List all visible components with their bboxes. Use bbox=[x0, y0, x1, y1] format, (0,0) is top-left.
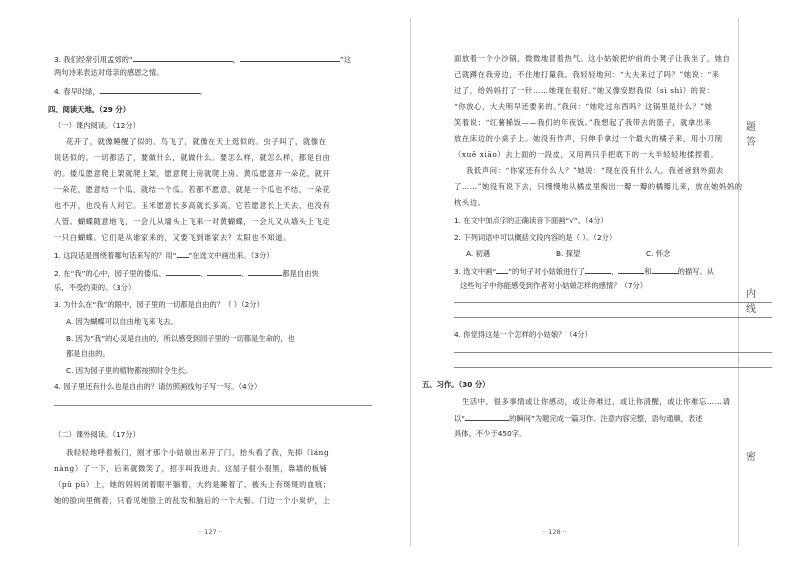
answer-blank[interactable] bbox=[248, 268, 282, 276]
underline-sample bbox=[496, 266, 508, 274]
option-b[interactable]: B. 探望 bbox=[556, 249, 581, 258]
subsection-2-heading: （二）课外阅读。（17分） bbox=[54, 430, 140, 439]
composition-prompt: 以“ 的瞬间”为题完成一篇习作。注意内容完整，语句通顺，表述 bbox=[454, 414, 703, 423]
passage-2-line: 笑着说：“红薯稀饭——我们的年夜饭。”我想起了我带去的篮子，就拿出来 bbox=[454, 118, 712, 127]
margin-char: 题 bbox=[746, 122, 756, 133]
question-3-recite-cont: 两句诗来表达对母亲的感恩之情。 bbox=[54, 68, 164, 77]
passage-1-line: 说话似的。一切都活了，要做什么，就做什么。要怎么样，就怎么样，都是自由 bbox=[54, 153, 331, 162]
passage-1-line: 一只白蝴蝶。它们是从谁家来的，又要飞到谁家去？太阳也不知道。 bbox=[54, 233, 291, 242]
question-4: 4. 园子里还有什么也是自由的？请仿照画线句子写一写。（4分） bbox=[54, 382, 262, 391]
option-b[interactable]: B. 因为“我”的心灵是自由的，所以感受到园子里的一切都是生命的，也 bbox=[66, 334, 295, 343]
question-4: 4. 你觉得这是一个怎样的小姑娘？（4分） bbox=[454, 330, 592, 339]
answer-blank[interactable] bbox=[652, 266, 678, 274]
question-3: 3. 选文中画“ ”的句子对小姑娘进行了 、 和 的描写。从 bbox=[454, 267, 715, 276]
binding-line bbox=[738, 18, 739, 546]
margin-char: 内 bbox=[746, 289, 756, 300]
question-2-cont: 乐，不受约束的。（3分） bbox=[54, 283, 136, 292]
margin-char: 答 bbox=[746, 137, 756, 148]
page-number: ·· 128 ·· bbox=[542, 528, 567, 536]
passage-1-line: 花开了，就像睡醒了似的。鸟飞了，就像在天上逛似的。虫子叫了，就像在 bbox=[66, 137, 327, 146]
passage-2-line: （xuē xiāo）去上面的一段皮，又用两只手把底下的一大半轻轻地揉捏着。 bbox=[454, 150, 719, 159]
section-5-heading: 五、习作。（30 分） bbox=[422, 380, 490, 389]
answer-blank[interactable] bbox=[618, 266, 644, 274]
answer-blank[interactable] bbox=[585, 266, 611, 274]
option-c[interactable]: C. 怀念 bbox=[646, 249, 671, 258]
question-3-recite: 3. 我们经常引用孟郊的“ ， ”这 bbox=[54, 55, 352, 64]
passage-2-line: 我轻轻地呼着板门，刚才那个小姑娘出来开了门，抬头看了我，先抑（láng bbox=[66, 448, 330, 457]
passage-2-line: 我低声问：“你家还有什么人？”她说：“现在没有什么人，我爸爸到外面去 bbox=[466, 166, 724, 175]
question-1: 1. 这段话是围绕着哪句话来写的？用“ ”在选文中画出来。（3分） bbox=[54, 251, 274, 260]
question-4-fill: 4. 春早时绿， 。 bbox=[54, 87, 208, 96]
answer-blank[interactable] bbox=[133, 54, 233, 62]
passage-1-line: 也不开，也没有人问它。玉米愿意长多高就长多高，它若愿意长上天去，也没有 bbox=[54, 201, 331, 210]
section-4-heading: 四、阅读天地。（29 分） bbox=[48, 105, 131, 114]
passage-1-line: 一朵花，愿意结一个瓜，就结一个瓜。若都不愿意，就是一个瓜也不结，一朵花 bbox=[54, 185, 331, 194]
margin-char: 密 bbox=[746, 452, 756, 463]
page-divider bbox=[410, 18, 411, 546]
answer-blank[interactable] bbox=[100, 86, 200, 94]
question-3: 3. 为什么在“我”的眼中，园子里的一切都是自由的？（ ）（2分） bbox=[54, 300, 264, 309]
answer-blank[interactable] bbox=[207, 268, 241, 276]
composition-prompt: 具体。不少于450字。 bbox=[454, 429, 527, 438]
answer-blank[interactable] bbox=[240, 54, 340, 62]
option-a[interactable]: A. 初遇 bbox=[466, 249, 491, 258]
question-1: 1. 在文中加点字的正确读音下面画“√”。（4分） bbox=[454, 216, 608, 225]
option-b-cont: 都是自由的。 bbox=[66, 349, 110, 358]
question-2: 2. 下列词语中可以概括文段内容的是（ ）。（2分） bbox=[454, 233, 617, 242]
option-a[interactable]: A. 因为蝴蝶可以自由地飞来飞去。 bbox=[66, 317, 178, 326]
question-2: 2. 在“我”的心中，园子里的倭瓜、 、 、 都是自由快 bbox=[54, 269, 319, 278]
underline-sample bbox=[177, 250, 189, 258]
answer-line[interactable] bbox=[454, 367, 772, 368]
subsection-1-heading: （一）课内阅读。（12分） bbox=[54, 121, 140, 130]
passage-2-line: 了……”她没有说下去，只慢慢地从橘皮里掏出一瓣一瓣的橘瓣儿来，放在她妈妈的 bbox=[454, 182, 743, 191]
passage-1-line: 的。倭瓜愿意爬上架就爬上架，愿意爬上房就爬上房。黄瓜愿意开一朵花，就开 bbox=[54, 169, 331, 178]
passage-2-line: “你放心，大夫明早还要来的。”我问：“她吃过东西吗？这锅里是什么？”她 bbox=[454, 102, 713, 111]
passage-2-line: （pū pù）上，她的妈妈闭着眼平躺着，大约是睡着了，被头上有斑斑的血痕； bbox=[54, 480, 331, 489]
answer-line[interactable] bbox=[454, 302, 772, 303]
answer-line[interactable] bbox=[454, 352, 772, 353]
margin-char: 线 bbox=[746, 304, 756, 315]
passage-1-line: 人管。蝴蝶随意地飞，一会儿从墙头上飞来一对黄蝴蝶，一会儿又从墙头上飞走 bbox=[54, 217, 331, 226]
option-c[interactable]: C. 因为园子里的植物都按照时令生长。 bbox=[66, 366, 193, 375]
passage-2-line: 面放着一个小沙锅，微微地冒着热气。这小姑娘把炉前的小凳子让我坐了，她自 bbox=[454, 54, 731, 63]
passage-2-line: nàng）了一下，后来就微笑了，招手叫我进去。这屋子很小很黑，靠墙的板铺 bbox=[54, 464, 328, 473]
passage-2-line: 她的脸向里侧着，只看见她脸上的乱发和脑后的一个大髻。门边一个小炭炉，上 bbox=[54, 496, 331, 505]
question-3-cont: 这些句子中你能感受到作者对小姑娘怎样的感情？（7分） bbox=[460, 281, 648, 290]
answer-line[interactable] bbox=[454, 317, 772, 318]
title-blank[interactable] bbox=[465, 413, 509, 421]
passage-2-line: 枕头边。 bbox=[454, 198, 486, 207]
composition-prompt: 生活中，很多事情或让你感动，或让你难过，或让你清醒，或让你难忘……请 bbox=[462, 397, 731, 406]
page-number: ·· 127 ·· bbox=[198, 528, 223, 536]
passage-2-line: 过了，给妈妈打了一针……她现在很好。”她又像安慰我似（sì shì）的说： bbox=[454, 86, 715, 95]
passage-2-line: 己就蹲在我旁边，不住地打量我。我轻轻地问：“大夫来过了吗？”她说：“来 bbox=[454, 70, 720, 79]
answer-blank[interactable] bbox=[166, 268, 200, 276]
answer-line[interactable] bbox=[54, 405, 372, 406]
passage-2-line: 放在床边的小桌子上。她没有作声，只伸手拿过一个最大的橘子来，用小刀削 bbox=[454, 134, 723, 143]
